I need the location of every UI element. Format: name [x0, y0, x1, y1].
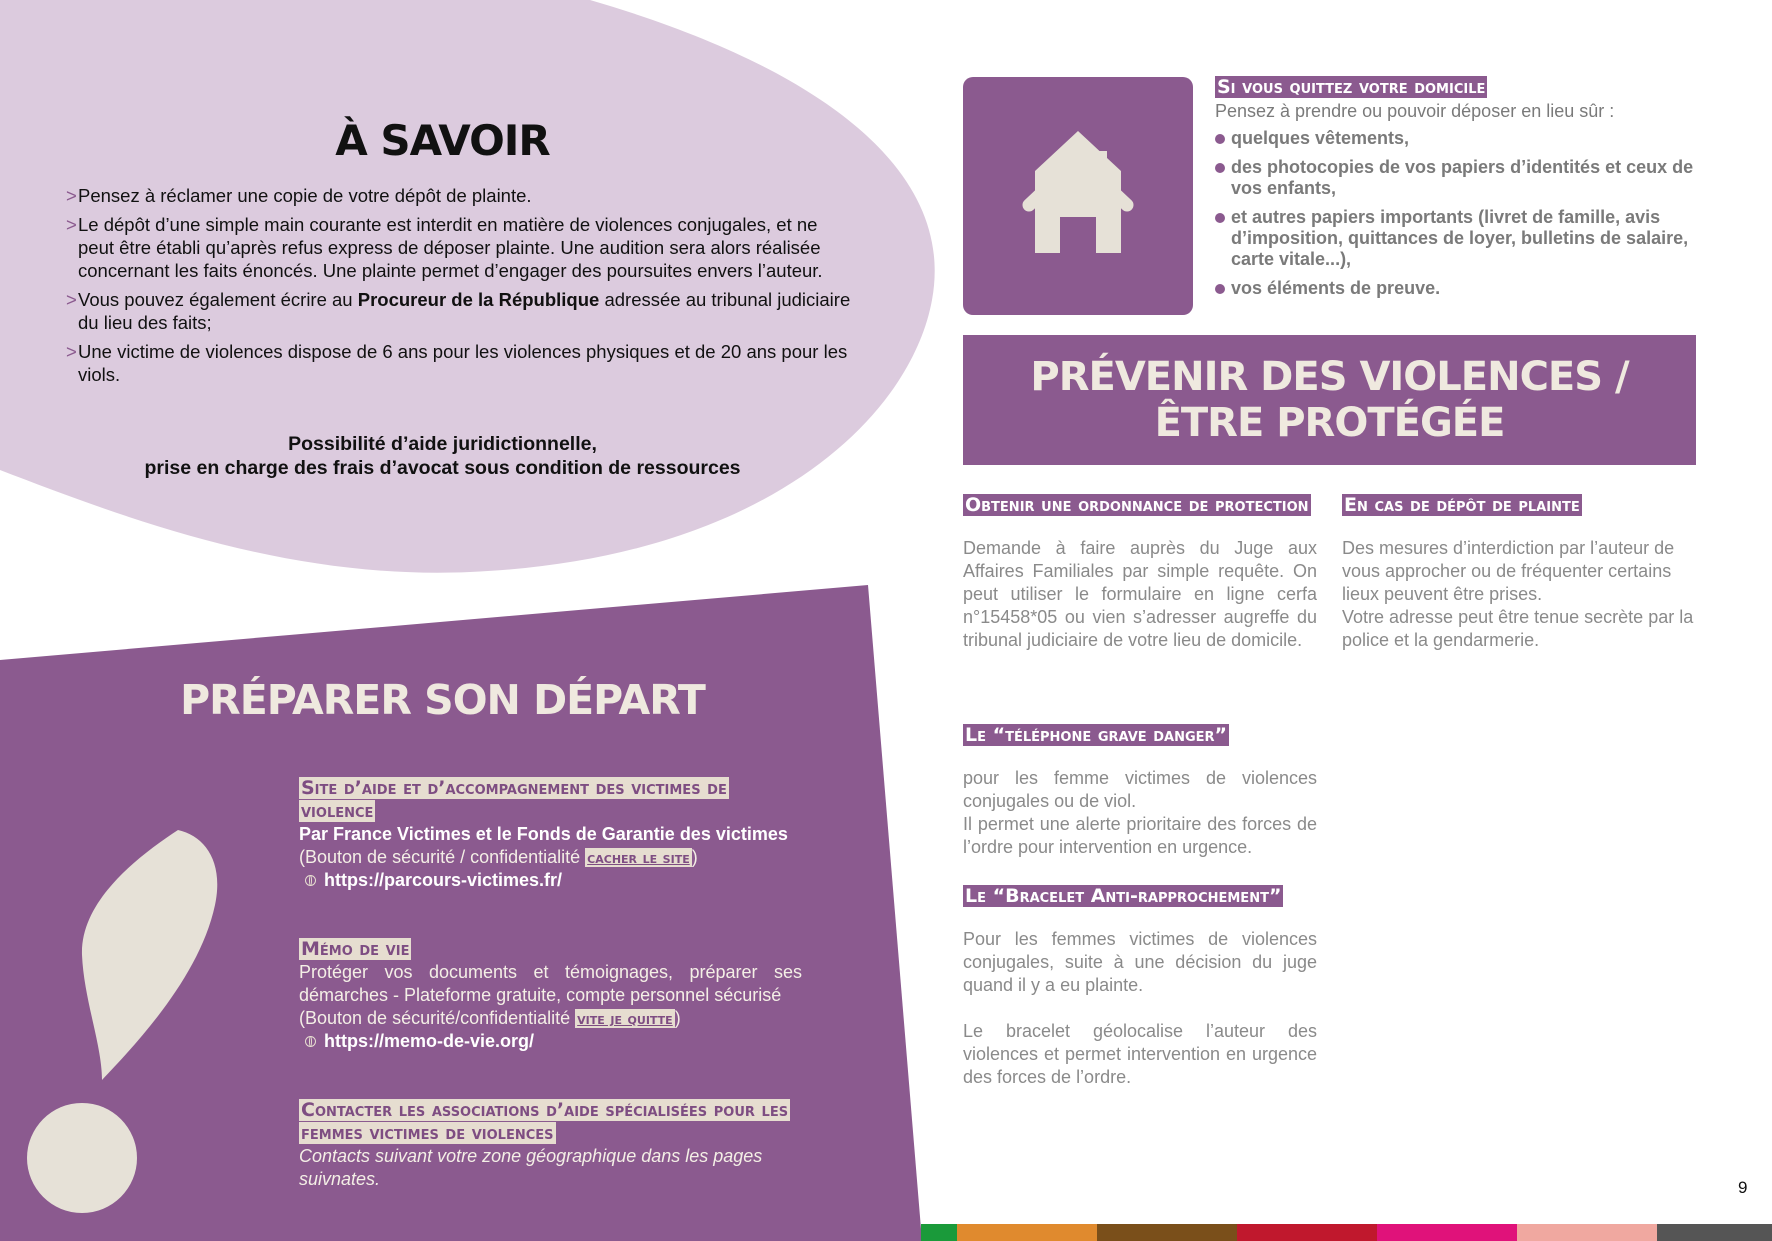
vite-je-quitte-tag: vite je quitte — [577, 1009, 673, 1028]
telephone-text-2: Il permet une alerte prioritaire des forces de l’ordre pour intervention en urgence. — [963, 814, 1317, 857]
site-aide-safety: (Bouton de sécurité / confidentialité cacher le site ) — [299, 847, 698, 867]
plainte-text: Des mesures d’interdiction par l’auteur de vous approcher ou de fréquenter certains lieux peuvent être prises. — [1342, 538, 1675, 604]
house-tile — [963, 77, 1193, 315]
exclamation-dot-icon — [27, 1103, 137, 1213]
plainte-title: En cas de dépôt de plainte — [1344, 494, 1580, 516]
preparer-depart-title: PRÉPARER SON DÉPART — [180, 676, 705, 724]
quitter-intro: Pensez à prendre ou pouvoir déposer en lieu sûr : — [1215, 101, 1615, 121]
prevenir-title: PRÉVENIR DES VIOLENCES / ÊTRE PROTÉGÉE — [1030, 354, 1629, 446]
plainte-text-2: Votre adresse peut être tenue secrète par la police et la gendarmerie. — [1342, 607, 1694, 650]
bracelet-text-2: Le bracelet géolocalise l’auteur des violences et permet intervention en urgence des forces de l’ordre. — [963, 1021, 1317, 1087]
parcours-victimes-link[interactable]: https://parcours-victimes.fr/ — [299, 869, 802, 892]
memo-de-vie-safety: (Bouton de sécurité/confidentialité vite je quitte ) — [299, 1008, 681, 1028]
chevron-right-icon: > — [66, 185, 77, 206]
color-strip-green — [921, 1224, 957, 1241]
ordonnance-section — [963, 494, 1317, 652]
telephone-title: Le “téléphone grave danger” — [965, 724, 1228, 746]
list-item: > Pensez à réclamer une copie de votre dépôt de plainte. — [66, 185, 532, 206]
list-item: quelques vêtements, — [1213, 128, 1703, 149]
list-item: > Une victime de violences dispose de 6 ans pour les violences physiques et de 20 ans pour les viols. — [66, 341, 848, 385]
contacter-block — [299, 1099, 802, 1191]
bracelet-text: Pour les femmes victimes de violences conjugales, suite à une décision du juge quand il y a eu plainte. — [963, 929, 1317, 995]
telephone-text: pour les femme victimes de violences conjugales ou de viol. — [963, 768, 1317, 811]
quitter-list — [1213, 128, 1703, 307]
a-savoir-title: À SAVOIR — [335, 116, 550, 165]
list-item: > Le dépôt d’une simple main courante est interdit en matière de violences conjugales, et ne peut être établi qu’après refus express de déposer plainte. Une audition sera alors réalisée concernant les faits énoncés. Une plainte permet d’engager des poursuites envers l’auteur. — [66, 214, 823, 281]
memo-de-vie-text: Protéger vos documents et témoignages, préparer ses démarches - Plateforme gratuite, compte personnel sécurisé — [299, 962, 802, 1005]
site-aide-block — [299, 777, 802, 892]
chevron-right-icon: > — [66, 214, 77, 235]
color-strip-gray — [1657, 1224, 1772, 1241]
ordonnance-title: Obtenir une ordonnance de protection — [965, 494, 1309, 516]
contacter-text: Contacts suivant votre zone géographique dans les pages suivnates. — [299, 1146, 763, 1189]
list-item: vos éléments de preuve. — [1213, 278, 1703, 299]
chevron-right-icon: > — [66, 289, 77, 310]
memo-de-vie-link[interactable]: https://memo-de-vie.org/ — [299, 1030, 802, 1053]
memo-de-vie-block — [299, 938, 802, 1053]
color-strip-salmon — [1517, 1224, 1657, 1241]
cacher-le-site-tag: cacher le site — [587, 848, 690, 867]
list-item: et autres papiers importants (livret de famille, avis d’imposition, quittances de loyer, bulletins de salaire, carte vitale...), — [1213, 207, 1703, 270]
a-savoir-list — [66, 184, 856, 392]
bracelet-title: Le “Bracelet Anti-rapprochement” — [965, 885, 1282, 907]
contacter-title: Contacter les associations d’aide spécialisées pour les femmes victimes de violences — [301, 1099, 789, 1144]
page-number: 9 — [1738, 1178, 1748, 1197]
bracelet-section — [963, 885, 1317, 1089]
site-aide-title: Site d’aide et d’accompagnement des victimes de violence — [301, 777, 727, 822]
plainte-section — [1342, 494, 1696, 652]
aide-juridictionnelle-note: Possibilité d’aide juridictionnelle, prise en charge des frais d’avocat sous condition de ressources — [144, 433, 741, 479]
globe-icon — [305, 1036, 316, 1047]
color-strip-orange — [957, 1224, 1097, 1241]
list-item: > Vous pouvez également écrire au Procureur de la République adressée au tribunal judiciaire du lieu des faits; — [66, 289, 851, 333]
telephone-section — [963, 724, 1317, 859]
list-item: des photocopies de vos papiers d’identités et ceux de vos enfants, — [1213, 157, 1703, 199]
color-strip-red — [1237, 1224, 1377, 1241]
chevron-right-icon: > — [66, 341, 77, 362]
site-aide-subtitle: Par France Victimes et le Fonds de Garantie des victimes — [299, 824, 788, 844]
memo-de-vie-title: Mémo de vie — [301, 938, 410, 960]
color-strip-pink — [1377, 1224, 1517, 1241]
globe-icon — [305, 875, 316, 886]
color-strip-brown — [1097, 1224, 1237, 1241]
house-icon — [963, 77, 1193, 315]
ordonnance-text: Demande à faire auprès du Juge aux Affaires Familiales par simple requête. On peut utiliser le formulaire en ligne cerfa n°15458*05 ou vien s’adresser augreffe du tribunal judiciaire de votre lieu de domicile. — [963, 538, 1317, 650]
quitter-domicile-title: Si vous quittez votre domicile — [1217, 76, 1486, 98]
